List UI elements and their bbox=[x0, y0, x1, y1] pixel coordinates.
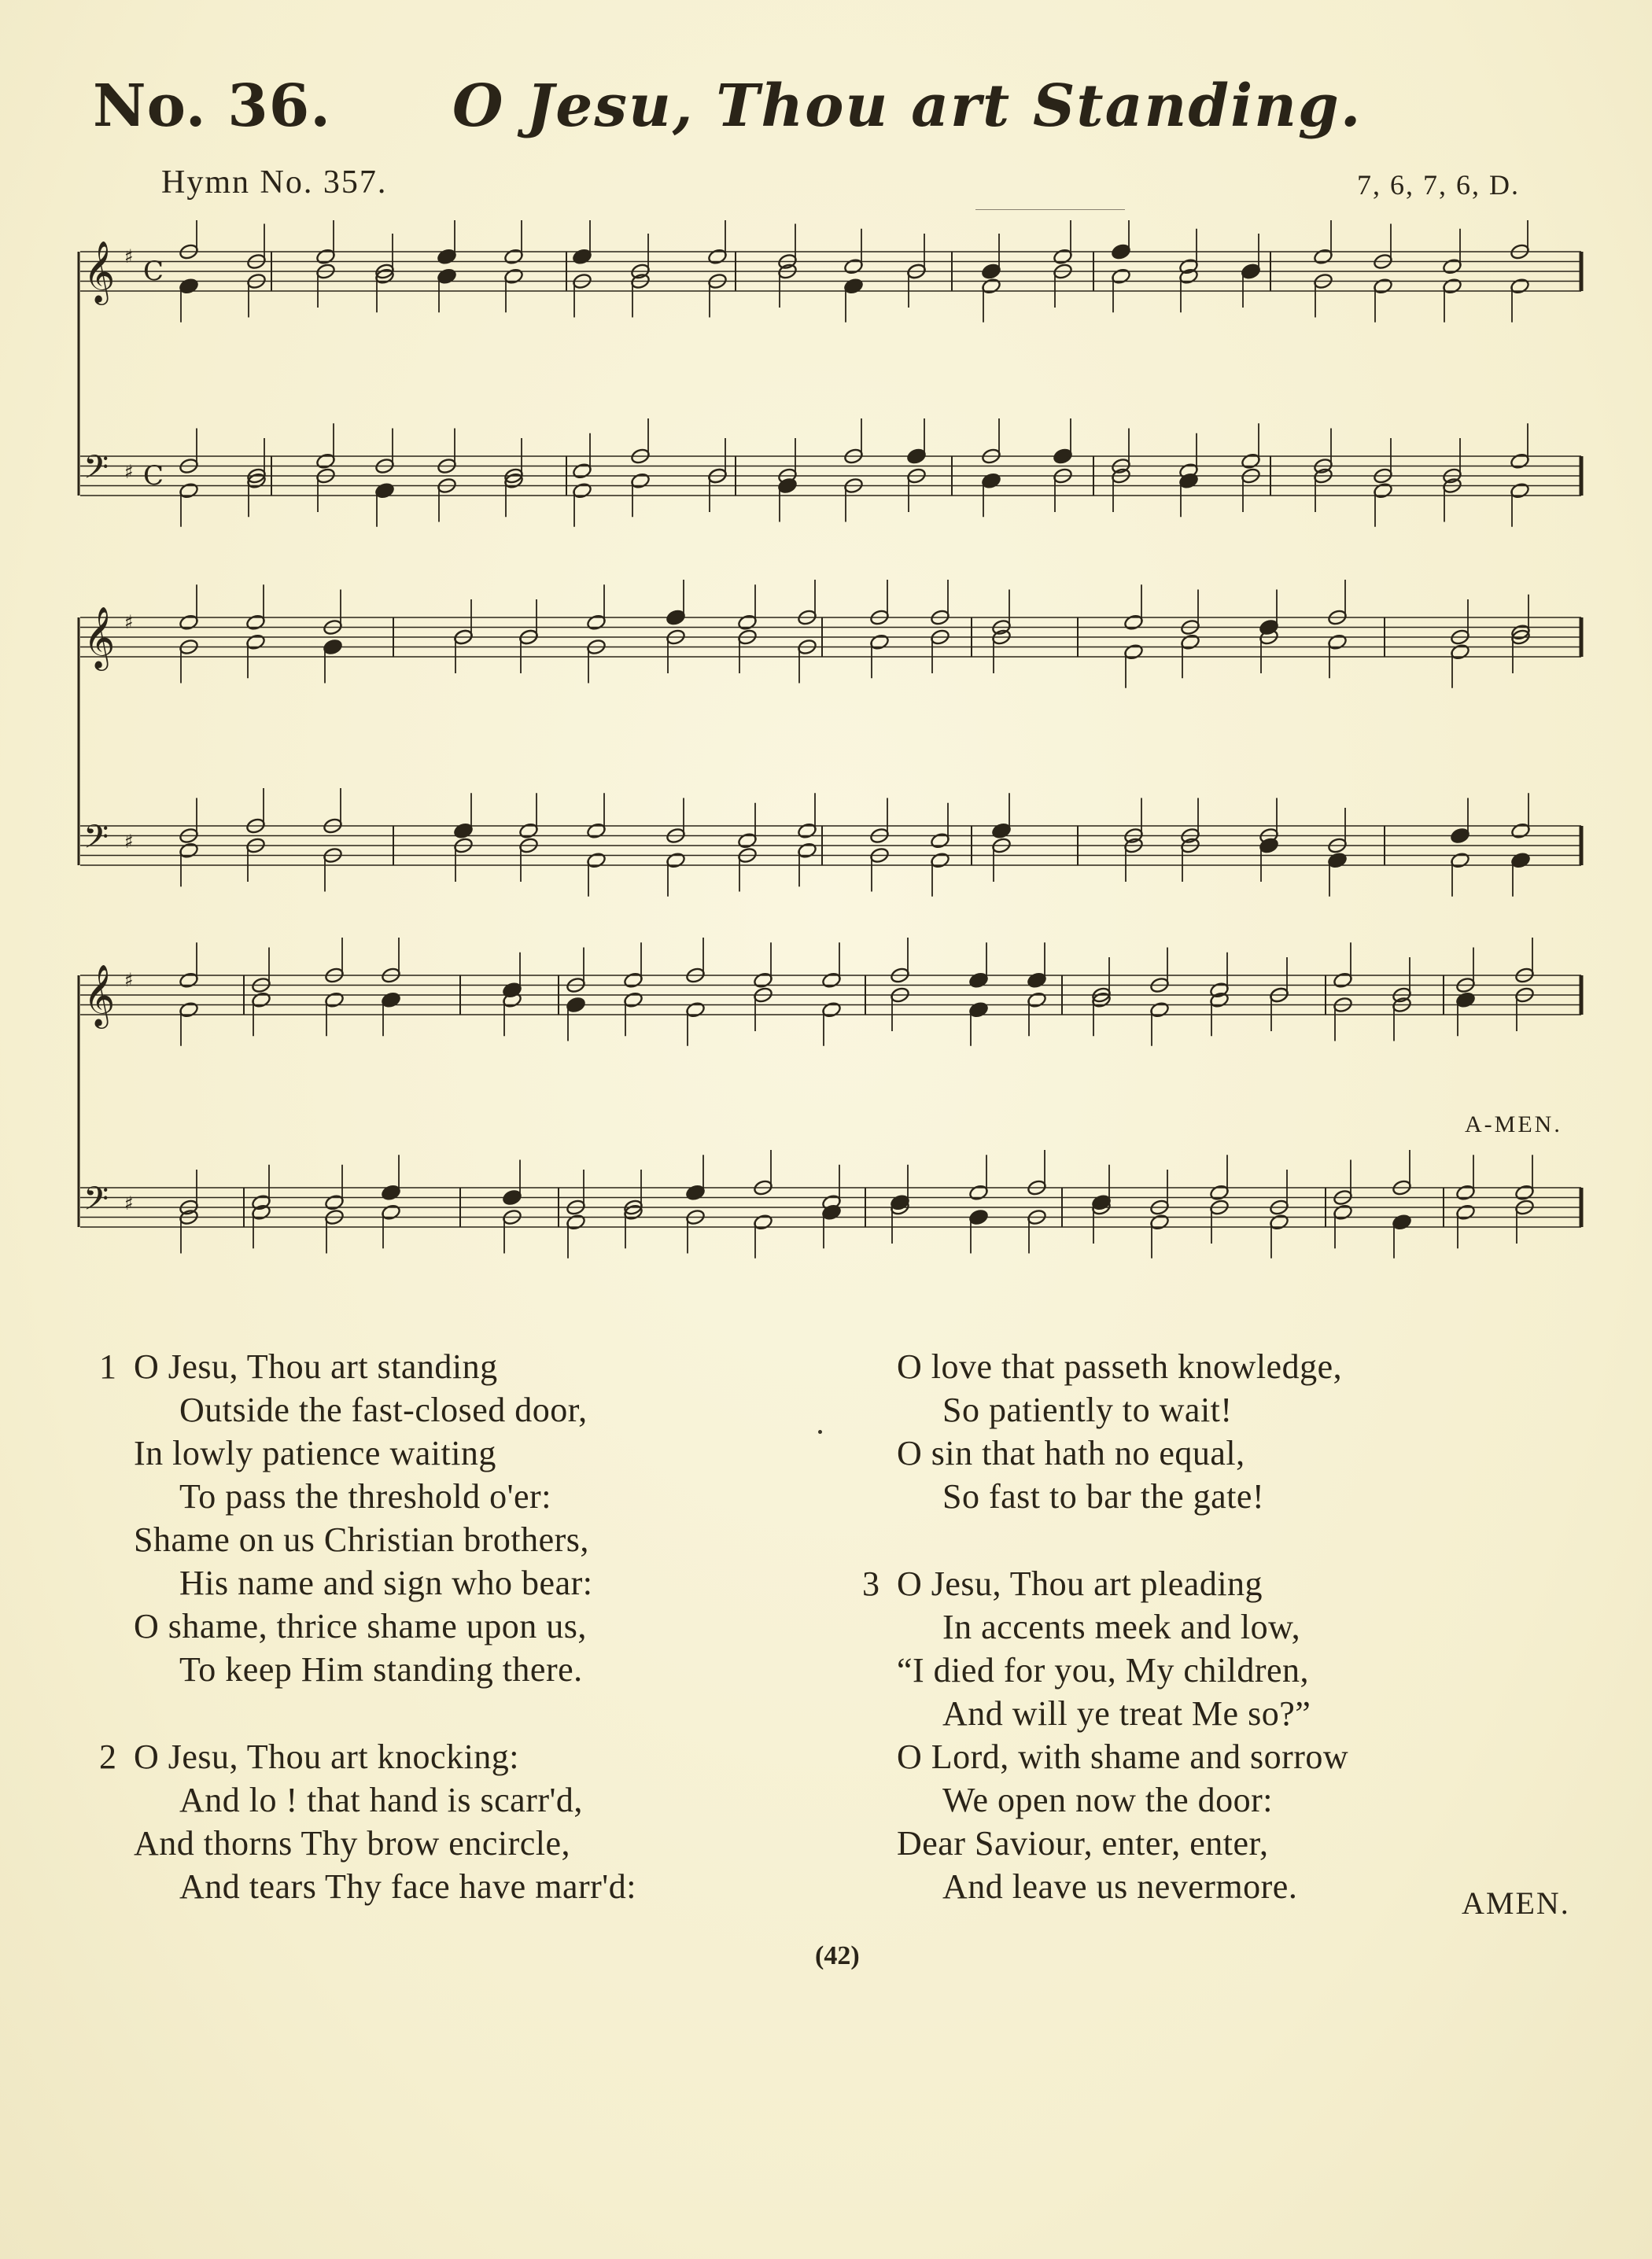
bass-clef-icon: 𝄢 bbox=[83, 818, 109, 864]
verse-number: 1 bbox=[99, 1347, 117, 1386]
verse-line: And thorns Thy brow encircle, bbox=[134, 1824, 571, 1863]
bass-clef-icon: 𝄢 bbox=[83, 448, 109, 494]
verse-line: Dear Saviour, enter, enter, bbox=[897, 1824, 1269, 1863]
verse-line: Shame on us Christian brothers, bbox=[134, 1520, 589, 1559]
sharp-icon: ♯ bbox=[124, 831, 134, 853]
verse-line: And leave us nevermore. bbox=[942, 1867, 1298, 1906]
hymn-number: No. 36. bbox=[93, 72, 331, 140]
verse-line: O Jesu, Thou art knocking: bbox=[134, 1738, 520, 1776]
verse-line: His name and sign who bear: bbox=[179, 1564, 593, 1602]
sharp-icon: ♯ bbox=[124, 969, 134, 991]
verse-line: In accents meek and low, bbox=[942, 1608, 1301, 1646]
verse-line: So fast to bar the gate! bbox=[942, 1477, 1265, 1516]
verses-column-right bbox=[862, 1345, 1605, 1952]
divider-line bbox=[975, 209, 1125, 210]
hymn-reference: Hymn No. 357. bbox=[161, 164, 388, 201]
verse-line: O Lord, with shame and sorrow bbox=[897, 1738, 1349, 1776]
common-time-icon: C bbox=[143, 460, 164, 492]
sharp-icon: ♯ bbox=[124, 245, 134, 267]
print-speck bbox=[818, 1430, 822, 1434]
verse-line: O love that passeth knowledge, bbox=[897, 1347, 1343, 1386]
verse-number: 2 bbox=[99, 1738, 117, 1776]
verses bbox=[0, 1345, 1652, 1943]
verse-2 bbox=[99, 1735, 842, 1908]
meter-indication: 7, 6, 7, 6, D. bbox=[1357, 169, 1520, 201]
treble-clef-icon: 𝄞 bbox=[83, 964, 116, 1026]
verse-line: And lo ! that hand is scarr'd, bbox=[179, 1781, 583, 1819]
closing-amen: AMEN. bbox=[1462, 1885, 1570, 1921]
verse-line: And will ye treat Me so?” bbox=[942, 1694, 1311, 1733]
treble-clef-icon: 𝄞 bbox=[83, 606, 116, 669]
verse-3 bbox=[862, 1562, 1605, 1908]
common-time-icon: C bbox=[143, 256, 164, 287]
verse-line: O sin that hath no equal, bbox=[897, 1434, 1245, 1472]
sharp-icon: ♯ bbox=[124, 1192, 134, 1214]
score-notation bbox=[71, 220, 1597, 1290]
verse-line: O Jesu, Thou art pleading bbox=[897, 1564, 1263, 1603]
verse-line: And tears Thy face have marr'd: bbox=[179, 1867, 636, 1906]
verse-line: O Jesu, Thou art standing bbox=[134, 1347, 498, 1386]
sharp-icon: ♯ bbox=[124, 611, 134, 633]
verses-column-left bbox=[99, 1345, 842, 1952]
sharp-icon: ♯ bbox=[124, 461, 134, 483]
verse-line: “I died for you, My children, bbox=[897, 1651, 1310, 1690]
bass-clef-icon: 𝄢 bbox=[83, 1180, 109, 1225]
music-score bbox=[71, 220, 1597, 1290]
hymn-title: O Jesu, Thou art Standing. bbox=[452, 72, 1363, 140]
page-number: (42) bbox=[815, 1941, 860, 1970]
treble-clef-icon: 𝄞 bbox=[83, 241, 116, 303]
verse-line: So patiently to wait! bbox=[942, 1391, 1233, 1429]
verse-number: 3 bbox=[862, 1564, 880, 1603]
verse-line: To pass the threshold o'er: bbox=[179, 1477, 551, 1516]
verse-1 bbox=[99, 1345, 842, 1691]
amen-syllables: A-MEN. bbox=[1465, 1111, 1562, 1137]
verse-line: To keep Him standing there. bbox=[179, 1650, 583, 1689]
verse-2-continued bbox=[897, 1345, 1605, 1518]
verse-line: Outside the fast-closed door, bbox=[179, 1391, 588, 1429]
verse-line: O shame, thrice shame upon us, bbox=[134, 1607, 587, 1645]
verse-line: In lowly patience waiting bbox=[134, 1434, 496, 1472]
verse-line: We open now the door: bbox=[942, 1781, 1273, 1819]
